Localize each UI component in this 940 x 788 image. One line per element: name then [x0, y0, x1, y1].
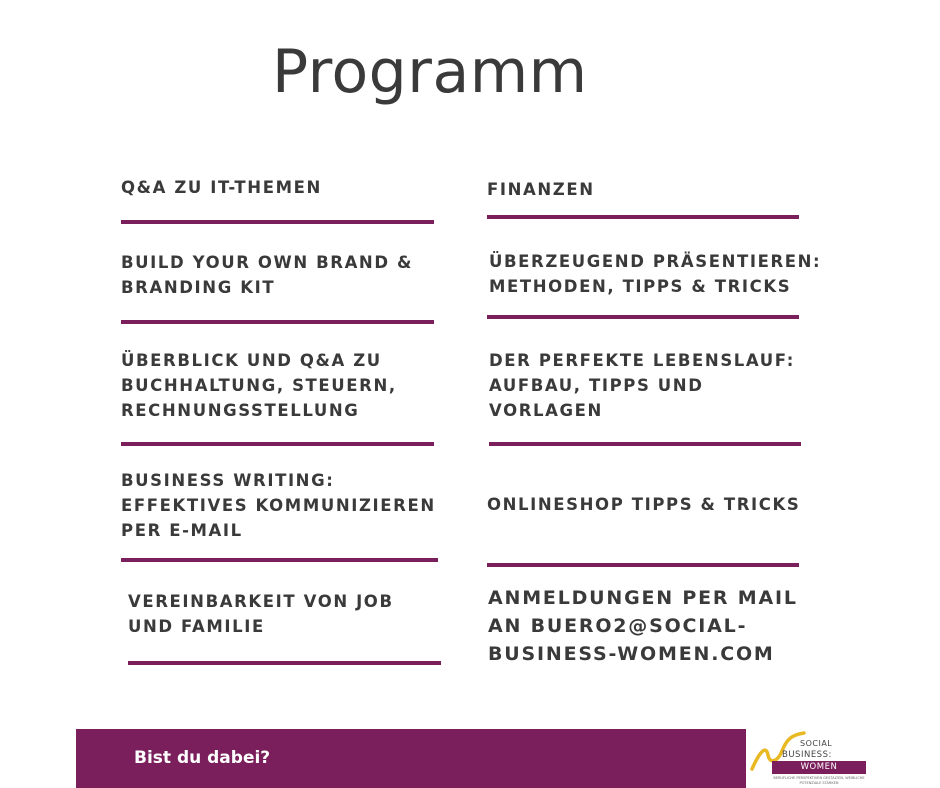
social-business-women-logo	[748, 729, 868, 788]
program-item-brand: BUILD YOUR OWN BRAND & BRANDING KIT	[121, 253, 413, 297]
divider-line	[487, 563, 799, 567]
divider-line	[128, 661, 441, 665]
logo-text-business: BUSINESS:	[782, 750, 832, 760]
footer-banner	[76, 729, 746, 788]
program-item-onlineshop: ONLINESHOP TIPPS & TRICKS	[487, 495, 801, 514]
page-title: Programm	[272, 37, 588, 107]
call-to-action: Bist du dabei?	[134, 748, 271, 768]
divider-line	[489, 442, 801, 446]
program-item-accounting: ÜBERBLICK UND Q&A ZU BUCHHALTUNG, STEUERN, RECHNUNGSSTELLUNG	[121, 351, 397, 420]
program-item-presenting: ÜBERZEUGEND PRÄSENTIEREN: METHODEN, TIPPS & TRICKS	[489, 252, 822, 296]
divider-line	[121, 442, 434, 446]
program-item-it-qa: Q&A ZU IT-THEMEN	[121, 178, 322, 197]
divider-line	[121, 558, 438, 562]
logo-text-social: SOCIAL	[800, 739, 833, 748]
logo-tagline: BERUFLICHE PERSPEKTIVEN GESTALTEN, WEIBLICHE POTENZIALE STÄRKEN	[773, 776, 865, 785]
registration-info: ANMELDUNGEN PER MAIL AN BUERO2@SOCIAL- BUSINESS-WOMEN.COM	[488, 587, 798, 665]
program-item-job-family: VEREINBARKEIT VON JOB UND FAMILIE	[128, 592, 394, 636]
program-item-business-writing: BUSINESS WRITING: EFFEKTIVES KOMMUNIZIEREN PER E-MAIL	[121, 471, 436, 540]
divider-line	[121, 320, 434, 324]
divider-line	[487, 315, 799, 319]
divider-line	[487, 215, 799, 219]
program-item-finance: FINANZEN	[487, 180, 595, 199]
logo-text-women: WOMEN	[772, 761, 866, 774]
divider-line	[121, 220, 434, 224]
program-item-cv: DER PERFEKTE LEBENSLAUF: AUFBAU, TIPPS UND VORLAGEN	[489, 351, 795, 420]
